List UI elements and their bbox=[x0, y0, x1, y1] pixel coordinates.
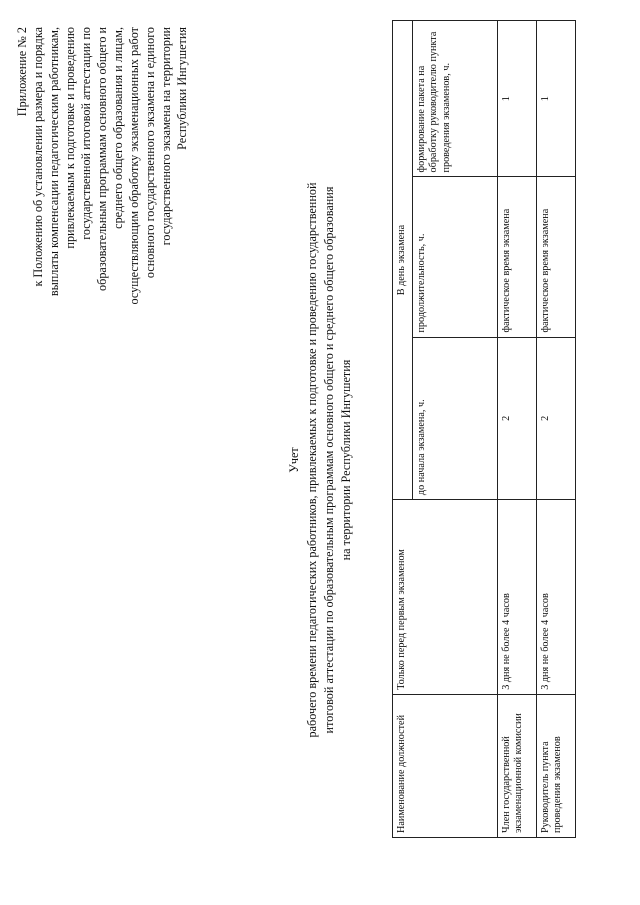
appendix-number: Приложение № 2 bbox=[15, 27, 29, 117]
cell-before-first: 3 дня не более 4 часов bbox=[536, 500, 575, 695]
cell-package: 1 bbox=[497, 21, 536, 177]
appendix-line: к Положению об установлении размера и порядка bbox=[31, 27, 45, 287]
cell-package: 1 bbox=[536, 21, 575, 177]
cell-position: Член государственной экзаменационной комиссии bbox=[497, 694, 536, 837]
header-position: Наименование должностей bbox=[393, 694, 498, 837]
header-before-first: Только перед первым экзаменом bbox=[393, 500, 498, 695]
appendix-line: государственной итоговой аттестации по bbox=[79, 27, 93, 240]
appendix-line: осуществляющим обработку экзаменационных работ bbox=[127, 27, 141, 305]
cell-position: Руководитель пункта проведения экзаменов bbox=[536, 694, 575, 837]
appendix-heading bbox=[14, 27, 190, 497]
appendix-line: Республики Ингушетия bbox=[175, 27, 189, 150]
appendix-line: государственного экзамена на территории bbox=[159, 27, 173, 246]
subheader-package: формирование пакета на обработку руководителю пункта проведения экзаменов, ч. bbox=[412, 21, 497, 177]
cell-before-first: 3 дня не более 4 часов bbox=[497, 500, 536, 695]
title-line: на территории Республики Ингушетия bbox=[339, 359, 353, 561]
work-time-table bbox=[392, 20, 576, 838]
cell-before-start: 2 bbox=[536, 337, 575, 500]
document-title bbox=[286, 75, 355, 845]
appendix-line: среднего общего образования и лицам, bbox=[111, 27, 125, 229]
table-row bbox=[497, 21, 536, 838]
appendix-line: образовательным программам основного общего и bbox=[95, 27, 109, 291]
header-exam-day: В день экзамена bbox=[393, 21, 413, 500]
cell-duration: фактическое время экзамена bbox=[536, 177, 575, 337]
table-header-row bbox=[393, 21, 413, 838]
title-heading: Учет bbox=[287, 447, 301, 473]
title-line: итоговой аттестации по образовательным программам основного общего и среднего общего образования bbox=[322, 186, 336, 734]
subheader-duration: продолжительность, ч. bbox=[412, 177, 497, 337]
cell-before-start: 2 bbox=[497, 337, 536, 500]
title-line: рабочего времени педагогических работников, привлекаемых к подготовке и проведению государственной bbox=[305, 182, 319, 738]
table-row bbox=[536, 21, 575, 838]
appendix-line: основного государственного экзамена и единого bbox=[143, 27, 157, 279]
appendix-line: привлекаемым к подготовке и проведению bbox=[63, 27, 77, 249]
cell-duration: фактическое время экзамена bbox=[497, 177, 536, 337]
subheader-before-start: до начала экзамена, ч. bbox=[412, 337, 497, 500]
appendix-line: выплаты компенсации педагогическим работникам, bbox=[47, 27, 61, 297]
